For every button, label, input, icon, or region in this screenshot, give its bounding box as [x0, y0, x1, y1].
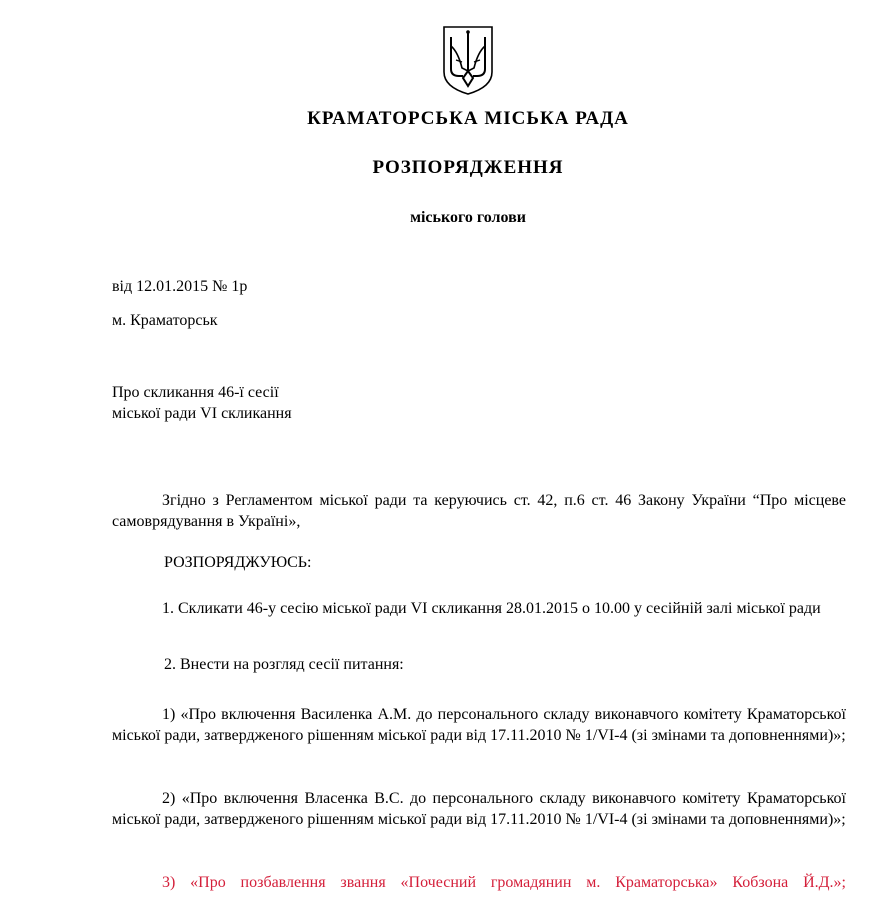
subitem-3-paragraph: 3) «Про позбавлення звання «Почесний громадянин м. Краматорська» Кобзона Й.Д.»;	[162, 874, 846, 891]
order-word: РОЗПОРЯДЖУЮСЬ:	[164, 554, 312, 571]
item-2-paragraph: 2. Внести на розгляд сесії питання:	[164, 656, 404, 673]
subitem-2-paragraph: 2) «Про включення Власенка В.С. до персонального складу виконавчого комітету Краматорської міської ради, затвердженого рішенням міської ради від 17.11.2010 № 1/VI-4 (зі змінами та доповненнями)»;	[112, 790, 846, 828]
trident-emblem-icon	[441, 24, 495, 96]
document-type-heading: РОЗПОРЯДЖЕННЯ	[372, 157, 564, 178]
council-heading: КРАМАТОРСЬКА МІСЬКА РАДА	[307, 108, 629, 129]
subject-line-1: Про скликання 46-ї сесії	[112, 384, 279, 401]
date-number-line: від 12.01.2015 № 1р	[112, 278, 248, 295]
city-line: м. Краматорськ	[112, 312, 218, 329]
issuer-heading: міського голови	[410, 209, 526, 226]
legal-basis-paragraph: Згідно з Регламентом міської ради та керуючись ст. 42, п.6 ст. 46 Закону України “Про місцеве самоврядування в Україні»,	[112, 492, 846, 530]
subitem-1-paragraph: 1) «Про включення Василенка А.М. до персонального складу виконавчого комітету Краматорської міської ради, затвердженого рішенням міської ради від 17.11.2010 № 1/VI-4 (зі змінами та доповненнями)»;	[112, 706, 846, 744]
item-1-paragraph: 1. Скликати 46-у сесію міської ради VI скликання 28.01.2015 о 10.00 у сесійній залі міської ради	[162, 600, 821, 617]
subject-line-2: міської ради VI скликання	[112, 405, 292, 422]
